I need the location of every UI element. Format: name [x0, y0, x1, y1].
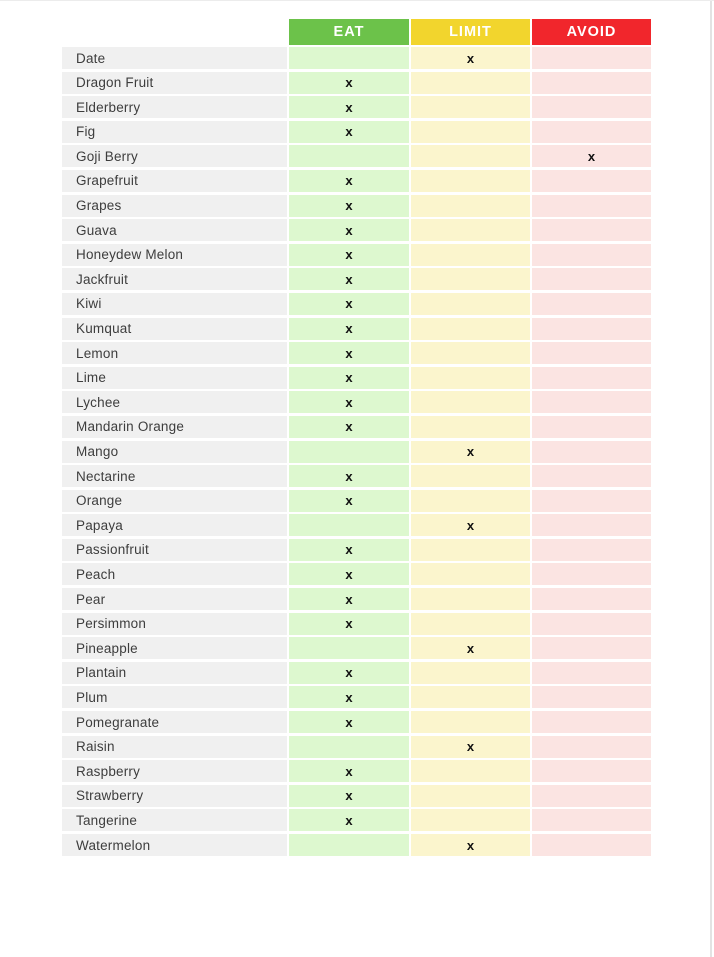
- eat-cell: [289, 711, 409, 733]
- eat-cell: [289, 490, 409, 512]
- limit-cell: [411, 318, 530, 340]
- fruit-name-cell: Plum: [62, 686, 287, 708]
- avoid-cell: [532, 170, 651, 192]
- x-mark: x: [345, 394, 353, 410]
- limit-cell: [411, 342, 530, 364]
- x-mark: x: [466, 517, 475, 533]
- eat-cell: [289, 539, 409, 561]
- fruit-name-cell: Goji Berry: [62, 145, 287, 167]
- limit-cell: [411, 637, 530, 659]
- x-mark: x: [345, 493, 353, 509]
- fruit-name-cell: Grapes: [62, 195, 287, 217]
- eat-cell: [289, 96, 409, 118]
- fruit-name-cell: Pomegranate: [62, 711, 287, 733]
- x-mark: x: [345, 419, 353, 435]
- limit-cell: [411, 760, 530, 782]
- x-mark: x: [345, 271, 353, 287]
- fruit-name-cell: Date: [62, 47, 287, 69]
- x-mark: x: [345, 689, 353, 705]
- x-mark: x: [345, 616, 353, 632]
- x-mark: x: [345, 296, 353, 312]
- fruit-name-cell: Grapefruit: [62, 170, 287, 192]
- eat-cell: [289, 760, 409, 782]
- eat-cell: [289, 686, 409, 708]
- avoid-cell: [532, 760, 651, 782]
- limit-cell: [411, 736, 530, 758]
- column-header-limit: LIMIT: [411, 19, 530, 45]
- limit-cell: [411, 416, 530, 438]
- x-mark: x: [345, 198, 353, 214]
- x-mark: x: [345, 763, 353, 779]
- fruit-name-cell: Dragon Fruit: [62, 72, 287, 94]
- avoid-cell: [532, 613, 651, 635]
- eat-cell: [289, 342, 409, 364]
- eat-cell: [289, 637, 409, 659]
- fruit-name-cell: Kiwi: [62, 293, 287, 315]
- limit-cell: [411, 711, 530, 733]
- avoid-cell: [532, 244, 651, 266]
- eat-cell: [289, 514, 409, 536]
- page-right-edge: [710, 1, 712, 957]
- x-mark: x: [345, 468, 353, 484]
- avoid-cell: [532, 268, 651, 290]
- fruit-name-cell: Elderberry: [62, 96, 287, 118]
- x-mark: x: [345, 173, 353, 189]
- fruit-name-cell: Lime: [62, 367, 287, 389]
- eat-cell: [289, 367, 409, 389]
- x-mark: x: [345, 321, 353, 337]
- limit-cell: [411, 391, 530, 413]
- avoid-cell: [532, 145, 651, 167]
- fruit-name-cell: Papaya: [62, 514, 287, 536]
- eat-cell: [289, 391, 409, 413]
- fruit-name-cell: Raspberry: [62, 760, 287, 782]
- avoid-cell: [532, 367, 651, 389]
- eat-cell: [289, 121, 409, 143]
- eat-cell: [289, 416, 409, 438]
- fruit-name-cell: Nectarine: [62, 465, 287, 487]
- avoid-cell: [532, 465, 651, 487]
- eat-cell: [289, 465, 409, 487]
- avoid-cell: [532, 195, 651, 217]
- eat-cell: [289, 563, 409, 585]
- fruit-name-cell: Tangerine: [62, 809, 287, 831]
- avoid-cell: [532, 563, 651, 585]
- x-mark: x: [345, 99, 353, 115]
- fruit-name-cell: Jackfruit: [62, 268, 287, 290]
- x-mark: x: [466, 50, 475, 66]
- x-mark: x: [345, 124, 353, 140]
- fruit-name-cell: Mandarin Orange: [62, 416, 287, 438]
- avoid-cell: [532, 834, 651, 856]
- limit-cell: [411, 145, 530, 167]
- x-mark: x: [345, 222, 353, 238]
- limit-cell: [411, 219, 530, 241]
- limit-cell: [411, 72, 530, 94]
- x-mark: x: [345, 370, 353, 386]
- eat-cell: [289, 72, 409, 94]
- fruit-name-cell: Persimmon: [62, 613, 287, 635]
- eat-cell: [289, 613, 409, 635]
- limit-cell: [411, 490, 530, 512]
- fruit-name-cell: Orange: [62, 490, 287, 512]
- eat-cell: [289, 170, 409, 192]
- header-corner-spacer: [62, 19, 287, 45]
- eat-cell: [289, 293, 409, 315]
- avoid-cell: [532, 785, 651, 807]
- avoid-cell: [532, 514, 651, 536]
- limit-cell: [411, 47, 530, 69]
- limit-cell: [411, 563, 530, 585]
- limit-cell: [411, 268, 530, 290]
- eat-cell: [289, 588, 409, 610]
- fruit-name-cell: Fig: [62, 121, 287, 143]
- fruit-name-cell: Pineapple: [62, 637, 287, 659]
- limit-cell: [411, 539, 530, 561]
- avoid-cell: [532, 662, 651, 684]
- limit-cell: [411, 588, 530, 610]
- fruit-name-cell: Passionfruit: [62, 539, 287, 561]
- eat-cell: [289, 809, 409, 831]
- x-mark: x: [345, 591, 353, 607]
- x-mark: x: [466, 640, 475, 656]
- x-mark: x: [345, 542, 353, 558]
- limit-cell: [411, 662, 530, 684]
- x-mark: x: [345, 812, 353, 828]
- x-mark: x: [345, 566, 353, 582]
- avoid-cell: [532, 711, 651, 733]
- avoid-cell: [532, 686, 651, 708]
- eat-cell: [289, 318, 409, 340]
- fruit-name-cell: Honeydew Melon: [62, 244, 287, 266]
- x-mark: x: [345, 714, 353, 730]
- avoid-cell: [532, 121, 651, 143]
- limit-cell: [411, 96, 530, 118]
- column-header-eat: EAT: [289, 19, 409, 45]
- eat-cell: [289, 145, 409, 167]
- limit-cell: [411, 293, 530, 315]
- limit-cell: [411, 121, 530, 143]
- avoid-cell: [532, 72, 651, 94]
- fruit-name-cell: Guava: [62, 219, 287, 241]
- limit-cell: [411, 465, 530, 487]
- fruit-name-cell: Pear: [62, 588, 287, 610]
- x-mark: x: [345, 75, 353, 91]
- fruit-name-cell: Peach: [62, 563, 287, 585]
- avoid-cell: [532, 809, 651, 831]
- x-mark: x: [466, 739, 475, 755]
- fruit-name-cell: Plantain: [62, 662, 287, 684]
- x-mark: x: [466, 837, 475, 853]
- eat-cell: [289, 195, 409, 217]
- avoid-cell: [532, 588, 651, 610]
- x-mark: x: [345, 247, 353, 263]
- eat-cell: [289, 441, 409, 463]
- x-mark: x: [345, 345, 353, 361]
- limit-cell: [411, 170, 530, 192]
- fruit-name-cell: Lychee: [62, 391, 287, 413]
- fruit-name-cell: Mango: [62, 441, 287, 463]
- eat-cell: [289, 219, 409, 241]
- avoid-cell: [532, 441, 651, 463]
- avoid-cell: [532, 416, 651, 438]
- eat-cell: [289, 736, 409, 758]
- avoid-cell: [532, 391, 651, 413]
- avoid-cell: [532, 96, 651, 118]
- column-header-avoid: AVOID: [532, 19, 651, 45]
- limit-cell: [411, 785, 530, 807]
- x-mark: x: [345, 665, 353, 681]
- avoid-cell: [532, 342, 651, 364]
- avoid-cell: [532, 318, 651, 340]
- avoid-cell: [532, 539, 651, 561]
- table-body: [62, 47, 651, 856]
- limit-cell: [411, 809, 530, 831]
- avoid-cell: [532, 47, 651, 69]
- limit-cell: [411, 834, 530, 856]
- fruit-rating-table: [62, 19, 651, 856]
- limit-cell: [411, 195, 530, 217]
- fruit-name-cell: Raisin: [62, 736, 287, 758]
- table-header-row: [62, 19, 651, 45]
- fruit-name-cell: Kumquat: [62, 318, 287, 340]
- limit-cell: [411, 514, 530, 536]
- x-mark: x: [587, 148, 596, 164]
- eat-cell: [289, 244, 409, 266]
- limit-cell: [411, 367, 530, 389]
- x-mark: x: [345, 788, 353, 804]
- limit-cell: [411, 613, 530, 635]
- avoid-cell: [532, 736, 651, 758]
- fruit-name-cell: Strawberry: [62, 785, 287, 807]
- avoid-cell: [532, 637, 651, 659]
- eat-cell: [289, 785, 409, 807]
- avoid-cell: [532, 490, 651, 512]
- eat-cell: [289, 662, 409, 684]
- eat-cell: [289, 47, 409, 69]
- eat-cell: [289, 834, 409, 856]
- limit-cell: [411, 244, 530, 266]
- x-mark: x: [466, 444, 475, 459]
- avoid-cell: [532, 293, 651, 315]
- fruit-name-cell: Lemon: [62, 342, 287, 364]
- limit-cell: [411, 686, 530, 708]
- eat-cell: [289, 268, 409, 290]
- limit-cell: [411, 441, 530, 463]
- fruit-name-cell: Watermelon: [62, 834, 287, 856]
- avoid-cell: [532, 219, 651, 241]
